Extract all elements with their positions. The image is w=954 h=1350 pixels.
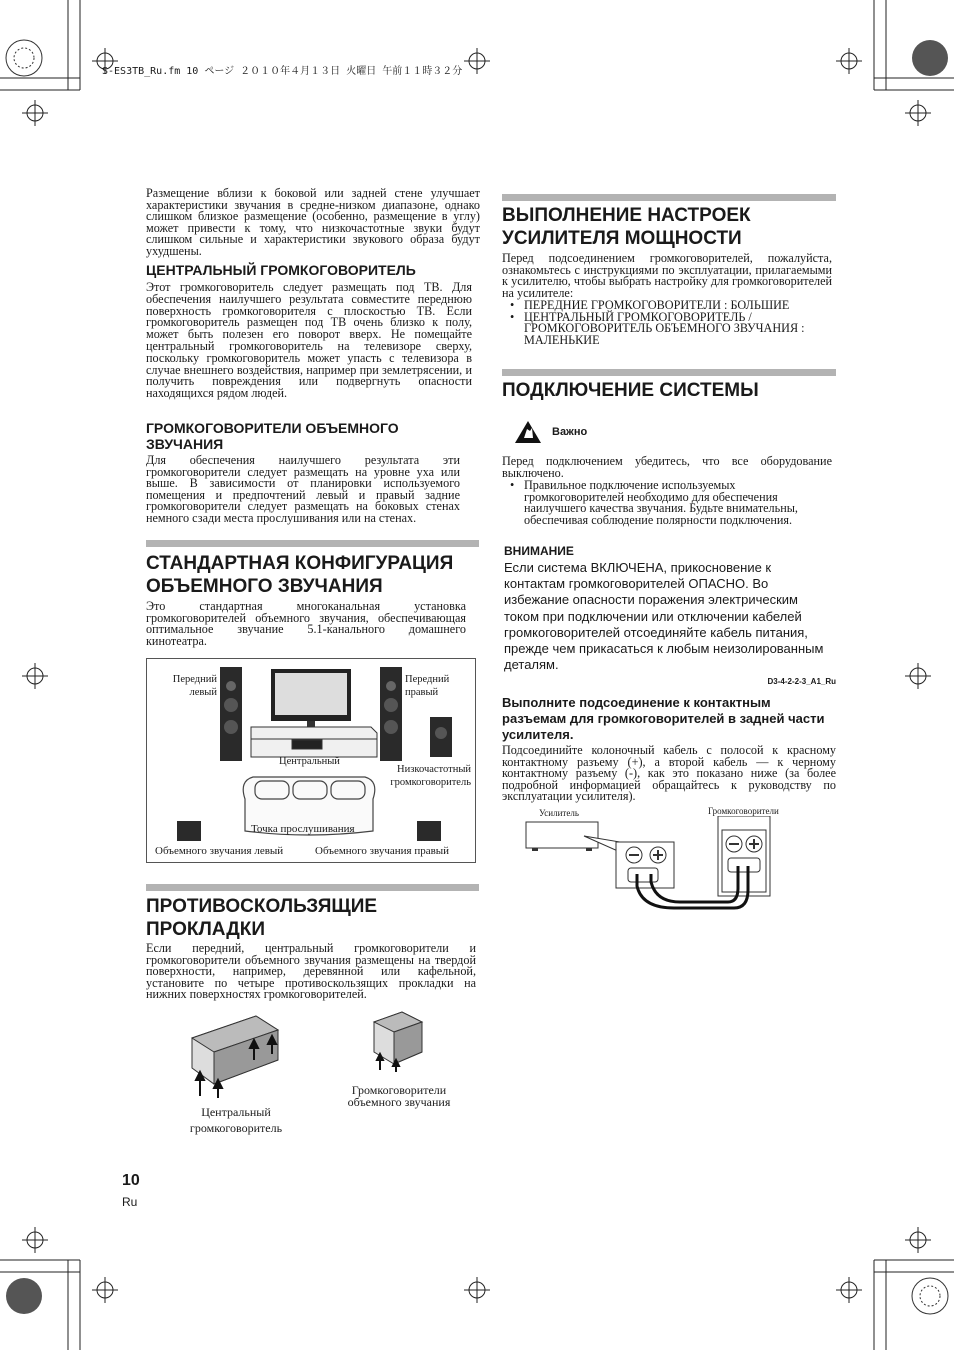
listening-point-label: Точка прослушивания xyxy=(251,823,355,835)
subwoofer-label xyxy=(381,763,471,789)
center-speaker-heading: ЦЕНТРАЛЬНЫЙ ГРОМКОГОВОРИТЕЛЬ xyxy=(146,262,416,278)
amplifier-label: Усилитель xyxy=(539,808,579,818)
section-divider xyxy=(502,194,836,201)
front-left-label-2: левый xyxy=(189,687,217,698)
page-number: 10 xyxy=(122,1172,140,1189)
pads-heading-line1: ПРОТИВОСКОЛЬЗЯЩИЕ xyxy=(146,896,378,917)
center-speaker-text: Этот громкоговоритель следует размещать под ТВ. Для обеспечения наилучшего результата совместите переднюю поверхность громкоговорителя с плоскостью ТВ. Если громкоговоритель размещен под ТВ очень близко к полу, может быть полезен его поворот вверх. Не помещайте центральный громкоговоритель на телевизоре сверху, поскольку громкоговоритель может упасть с телевизора в случае внешнего воздействия, например при землетрясении, и получить повреждения или подвергнуть опасности находящихся рядом людей. xyxy=(146,280,472,401)
terminal-heading: Выполните подсоединение к контактным разъемам для громкоговорителей в задней части усилителя. xyxy=(502,695,825,742)
connection-list xyxy=(502,480,834,526)
surround-speakers-text: Для обеспечения наилучшего результата эти громкоговорители следует размещать на уровне уха или выше. В зависимости от планировки используемого помещения и предпочтений левый и правый задние громкоговорители следует размещать на боковых стенах немного сзади места прослушивания или на стенах. xyxy=(146,453,460,525)
center-label: Центральный xyxy=(279,756,340,767)
pads-center-label-1: Центральный xyxy=(201,1105,271,1119)
section-divider xyxy=(502,369,836,376)
front-left-speaker xyxy=(220,667,242,761)
speaker-layout-diagram xyxy=(146,658,476,863)
file-stamp: S-ES3TB_Ru.fm 10 ページ ２０１０年４月１３日 火曜日 午前１１時３２分 xyxy=(102,66,463,77)
standard-config-text: Это стандартная многоканальная установка громкоговорителей объемного звучания, обеспечивающая оптимальное звучание 5.1-канального домашнего кинотеатра. xyxy=(146,599,466,648)
important-icon xyxy=(514,420,542,444)
amp-settings-text: Перед подсоединением громкоговорителей, пожалуйста, ознакомьтесь с инструкциями по эксплуатации, прилагаемыми к усилителю, чтобы выбрать настройку для громкоговорителей на усилителе: xyxy=(502,251,832,300)
subwoofer xyxy=(430,717,452,757)
caution-heading: ВНИМАНИЕ xyxy=(504,544,574,558)
amp-heading-line1: ВЫПОЛНЕНИЕ НАСТРОЕК xyxy=(502,205,751,226)
tv-stand xyxy=(251,727,377,757)
caution-text: Если система ВКЛЮЧЕНА, прикосновение к контактам громкоговорителей ОПАСНО. Во избежание опасности поражения электрическим током при подключении или отключении кабелей громкоговорителей отсоединяйте кабель питания, прежде чем прикасаться к любым неизолированным деталям. xyxy=(504,560,824,673)
pads-heading-line2: ПРОКЛАДКИ xyxy=(146,919,266,940)
front-left-label xyxy=(169,673,217,699)
wiring-diagram-graphic xyxy=(524,816,784,912)
surround-left-speaker xyxy=(177,821,201,841)
pads-center-label xyxy=(186,1104,286,1136)
amp-settings-heading xyxy=(502,204,836,250)
surround-speaker-pads-graphic xyxy=(368,1010,428,1074)
caution-code: D3-4-2-2-3_A1_Ru xyxy=(767,677,836,686)
front-left-label-1: Передний xyxy=(172,674,217,685)
page-language: Ru xyxy=(122,1195,138,1209)
amp-bullet-front: • ПЕРЕДНИЕ ГРОМКОГОВОРИТЕЛИ : БОЛЬШИЕ xyxy=(502,300,836,312)
subwoofer-label-1: Низкочастотный xyxy=(397,764,471,775)
surround-right-label: Объемного звучания правый xyxy=(315,845,450,857)
terminal-text: Подсоединийте колоночный кабель с полосой к красному контактному разъему (+), а второй кабель — к черному контактному разъему (-), как это показано ниже (за более подробной информацией обращайтесь к руководству по эксплуатации усилителя). xyxy=(502,743,836,804)
important-label: Важно xyxy=(552,426,588,438)
pads-heading xyxy=(146,895,480,941)
amp-settings-list xyxy=(502,300,836,346)
surround-right-speaker xyxy=(417,821,441,841)
surround-heading-line1: ГРОМКОГОВОРИТЕЛИ ОБЪЕМНОГО xyxy=(146,420,399,436)
standard-heading-line1: СТАНДАРТНАЯ КОНФИГУРАЦИЯ xyxy=(146,553,454,574)
connection-heading: ПОДКЛЮЧЕНИЕ СИСТЕМЫ xyxy=(502,380,759,401)
tv-graphic xyxy=(271,669,351,727)
section-divider xyxy=(146,540,479,547)
connection-bullet: • Правильное подключение используемых громкоговорителей необходимо для обеспечения наилучшего качества звучания. Будьте внимательны, обеспечивая соблюдение полярности подключения. xyxy=(502,480,834,526)
pads-surround-label-1: Громкоговорители xyxy=(351,1083,447,1097)
surround-heading-line2: ЗВУЧАНИЯ xyxy=(146,436,224,452)
pads-surround-label xyxy=(340,1085,458,1108)
front-right-label xyxy=(405,673,465,699)
standard-heading-line2: ОБЪЕМНОГО ЗВУЧАНИЯ xyxy=(146,576,383,597)
pads-text: Если передний, центральный громкоговорители и громкоговорители объемного звучания размещены на твердой поверхности, например, деревянной или кафельной, установите по четыре противоскользящих прокладки на нижних поверхностях громкоговорителей. xyxy=(146,941,476,1002)
front-right-speaker xyxy=(380,667,402,761)
speakers-label: Громкоговорители xyxy=(708,806,779,816)
surround-speakers-heading xyxy=(146,420,480,452)
front-right-label-2: правый xyxy=(405,687,439,698)
amp-bullet-center: • ЦЕНТРАЛЬНЫЙ ГРОМКОГОВОРИТЕЛЬ / ГРОМКОГОВОРИТЕЛЬ ОБЪЕМНОГО ЗВУЧАНИЯ : МАЛЕНЬКИЕ xyxy=(502,312,836,347)
amp-heading-line2: УСИЛИТЕЛЯ МОЩНОСТИ xyxy=(502,228,742,249)
center-speaker-pads-graphic xyxy=(186,1008,286,1100)
surround-left-label: Объемного звучания левый xyxy=(155,845,284,857)
section-divider xyxy=(146,884,479,891)
subwoofer-label-2: громкоговоритель xyxy=(390,777,471,788)
front-right-label-1: Передний xyxy=(405,674,450,685)
connection-text: Перед подключением убедитесь, что все оборудование выключено. xyxy=(502,454,832,480)
pads-center-label-2: громкоговоритель xyxy=(189,1121,283,1135)
pads-surround-label-2: объемного звучания xyxy=(347,1094,451,1109)
intro-paragraph: Размещение вблизи к боковой или задней стене улучшает характеристики звучания в средне-низком диапазоне, однако слишком близкое размещение (особенно, размещение в углу) может привести к тому, что низкочастотные звуки будут слишком сильные и характеристики звукового образа будут ухудшены. xyxy=(146,186,480,258)
standard-config-heading xyxy=(146,552,480,598)
